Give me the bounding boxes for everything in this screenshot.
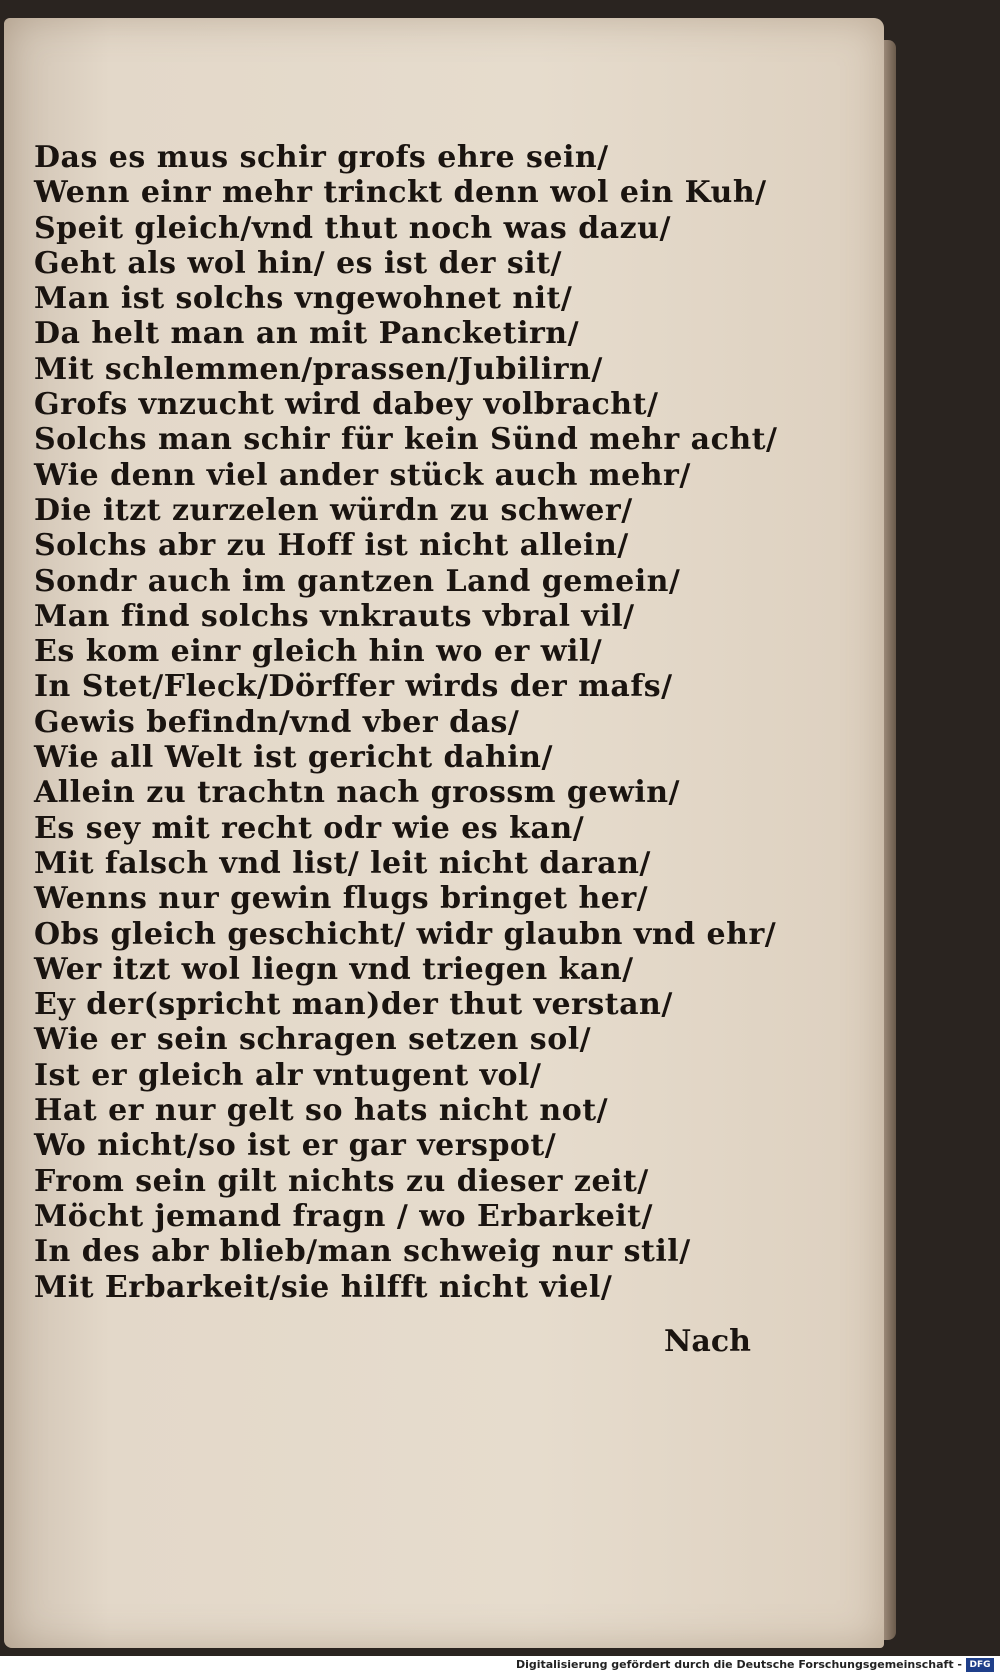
verse-line: Das es mus schir grofs ehre sein/ — [34, 140, 609, 175]
verse-line: Man ist solchs vngewohnet nit/ — [34, 281, 573, 317]
verse-line: Gewis befindn/vnd vber das/ — [34, 704, 520, 740]
verse-line: In Stet/Fleck/Dörffer wirds der mafs/ — [34, 669, 673, 705]
verse-line: Wenns nur gewin flugs bringet her/ — [34, 881, 649, 917]
verse-line: Wie all Welt ist gericht dahin/ — [34, 740, 553, 776]
verse-line: Mit schlemmen/prassen/Jubilirn/ — [34, 351, 603, 387]
verse-line: Mit Erbarkeit/sie hilfft nicht viel/ — [34, 1269, 613, 1305]
verse-line: Allein zu trachtn nach grossm gewin/ — [34, 775, 680, 811]
verse-line: Solchs abr zu Hoff ist nicht allein/ — [34, 528, 629, 564]
dfg-logo: DFG — [966, 1658, 994, 1672]
verse-line: From sein gilt nichts zu dieser zeit/ — [34, 1163, 649, 1199]
verse-line: Obs gleich geschicht/ widr glaubn vnd ehr/ — [34, 916, 777, 952]
verse-line: Man find solchs vnkrauts vbral vil/ — [34, 598, 635, 634]
verse-line: Sondr auch im gantzen Land gemein/ — [34, 563, 681, 599]
verse-line: Wie er sein schragen setzen sol/ — [34, 1022, 592, 1058]
verse-line: Geht als wol hin/ es ist der sit/ — [34, 245, 563, 281]
footer-bar — [0, 1656, 1000, 1676]
verse-line: Die itzt zurzelen würdn zu schwer/ — [34, 492, 633, 528]
funding-credit: Digitalisierung gefördert durch die Deutsche Forschungsgemeinschaft - — [515, 1658, 962, 1671]
verse-line: Es kom einr gleich hin wo er wil/ — [34, 634, 603, 670]
verse-line: Solchs man schir für kein Sünd mehr acht/ — [34, 422, 778, 458]
verse-line: Ey der(spricht man)der thut verstan/ — [34, 987, 673, 1023]
verse-line: Mit falsch vnd list/ leit nicht daran/ — [34, 845, 651, 881]
verse-line: Es sey mit recht odr wie es kan/ — [34, 810, 585, 846]
verse-line: Da helt man an mit Pancketirn/ — [34, 316, 580, 352]
verse-line: Ist er gleich alr vntugent vol/ — [34, 1057, 542, 1093]
verse-line: Möcht jemand fragn / wo Erbarkeit/ — [34, 1198, 653, 1234]
verse-line: Wenn einr mehr trinckt denn wol ein Kuh/ — [34, 175, 767, 211]
verse-line: In des abr blieb/man schweig nur stil/ — [34, 1234, 691, 1270]
verse-line: Wer itzt wol liegn vnd triegen kan/ — [34, 951, 634, 987]
catchword: Nach — [664, 1324, 751, 1359]
verse-text — [34, 140, 777, 1305]
verse-line: Wie denn viel ander stück auch mehr/ — [34, 457, 691, 493]
verse-line: Grofs vnzucht wird dabey volbracht/ — [34, 387, 659, 423]
verse-line: Wo nicht/so ist er gar verspot/ — [34, 1128, 557, 1164]
verse-line: Hat er nur gelt so hats nicht not/ — [34, 1093, 609, 1129]
verse-line: Speit gleich/vnd thut noch was dazu/ — [34, 210, 671, 246]
